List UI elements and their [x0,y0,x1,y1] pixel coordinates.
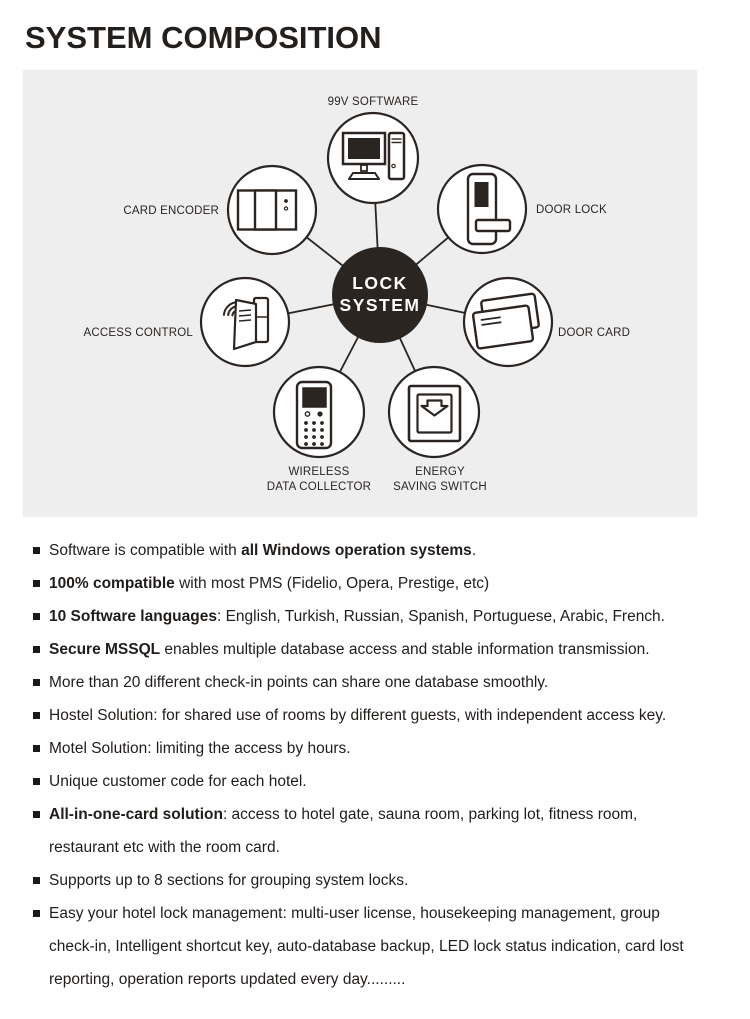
bullet-square-icon [33,679,40,686]
bullet-square-icon [33,712,40,719]
bullet-square-icon [33,580,40,587]
handheld-data-collector-icon [297,382,331,448]
bullet-square-icon [33,778,40,785]
bullet-square-icon [33,646,40,653]
feature-item [31,732,709,765]
feature-text: All-in-one-card solution: access to hotel gate, sauna room, parking lot, fitness room, restaurant etc with the room card. [49,806,638,856]
node-label-wireless-line2: DATA COLLECTOR [266,480,372,493]
bullet-square-icon [33,877,40,884]
feature-item [31,798,709,864]
feature-item [31,666,709,699]
hub-label [310,272,450,316]
bullet-square-icon [33,745,40,752]
hub-label-line1: LOCK [352,273,408,293]
feature-text: Easy your hotel lock management: multi-user license, housekeeping management, group check-in, Intelligent shortcut key, auto-database backup, LED lock status indication, card lost reporting, operation reports updated every day......... [49,905,684,988]
feature-text: Motel Solution: limiting the access by hours. [49,740,351,757]
bullet-square-icon [33,811,40,818]
bullet-square-icon [33,613,40,620]
bullet-square-icon [33,547,40,554]
feature-item [31,534,709,567]
key-cards-icon [473,293,539,348]
node-label-card-encoder: CARD ENCODER [123,205,219,217]
node-label-door-card: DOOR CARD [558,327,631,339]
bullet-square-icon [33,910,40,917]
feature-text: More than 20 different check-in points can share one database smoothly. [49,674,549,691]
lock-system-diagram [23,70,697,517]
node-label-access-control: ACCESS CONTROL [83,327,193,339]
node-label-wireless-line1: WIRELESS [288,466,350,478]
feature-text: Software is compatible with all Windows operation systems. [49,542,477,559]
page-title: SYSTEM COMPOSITION [25,20,382,55]
card-encoder-icon [238,191,296,230]
feature-text: 10 Software languages: English, Turkish, Russian, Spanish, Portuguese, Arabic, French. [49,608,665,625]
feature-text: Unique customer code for each hotel. [49,773,307,790]
feature-list [31,534,709,996]
feature-text: 100% compatible with most PMS (Fidelio, Opera, Prestige, etc) [49,575,490,592]
feature-item [31,633,709,666]
feature-item [31,864,709,897]
feature-item [31,897,709,996]
node-label-door-lock: DOOR LOCK [536,204,607,216]
feature-item [31,600,709,633]
node-label-energy [360,465,520,494]
feature-item [31,765,709,798]
feature-text: Secure MSSQL enables multiple database access and stable information transmission. [49,641,650,658]
energy-switch-icon [409,386,460,441]
node-label-software: 99V SOFTWARE [327,96,419,108]
node-label-energy-line1: ENERGY [415,466,465,478]
feature-item [31,567,709,600]
feature-text: Supports up to 8 sections for grouping system locks. [49,872,409,889]
hub-label-line2: SYSTEM [339,295,421,315]
feature-item [31,699,709,732]
node-label-energy-line2: SAVING SWITCH [393,480,487,493]
feature-text: Hostel Solution: for shared use of rooms by different guests, with independent access key. [49,707,667,724]
